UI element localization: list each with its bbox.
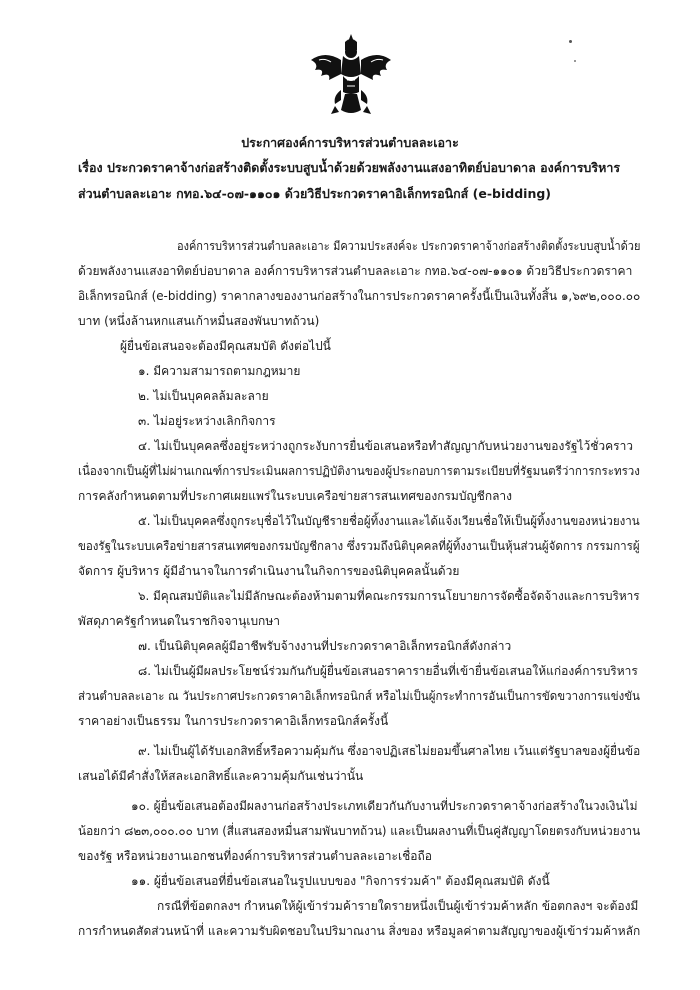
intro-line: อิเล็กทรอนิกส์ (e-bidding) ราคากลางของงานก่อสร้างในการประกวดราคาครั้งนี้เป็นเงินทั้งสิ้น ๑,๖๙๒,๐๐๐.๐๐ <box>78 289 641 303</box>
qualification-item: ของรัฐ หรือหน่วยงานเอกชนที่องค์การบริหารส่วนตำบลละเอาะเชื่อถือ <box>78 849 432 863</box>
qualification-item: ๓. ไม่อยู่ระหว่างเลิกกิจการ <box>138 414 276 428</box>
qualification-item: ๘. ไม่เป็นผู้มีผลประโยชน์ร่วมกันกับผู้ยื่นข้อเสนอราคารายอื่นที่เข้ายื่นข้อเสนอให้แก่องค์การบริหาร <box>138 664 638 678</box>
joint-venture-clause: การกำหนดสัดส่วนหน้าที่ และความรับผิดชอบในปริมาณงาน สิ่งของ หรือมูลค่าตามสัญญาของผู้เข้าร่วมค้าหลัก <box>78 924 641 938</box>
qualification-item: ๑. มีความสามารถตามกฎหมาย <box>138 364 301 378</box>
qualification-item: ๑๑. ผู้ยื่นข้อเสนอที่ยื่นข้อเสนอในรูปแบบของ "กิจการร่วมค้า" ต้องมีคุณสมบัติ ดังนี้ <box>131 874 550 888</box>
qualification-item: ราคาอย่างเป็นธรรม ในการประกวดราคาอิเล็กทรอนิกส์ครั้งนี้ <box>78 714 389 728</box>
qualification-item: เนื่องจากเป็นผู้ที่ไม่ผ่านเกณฑ์การประเมินผลการปฏิบัติงานของผู้ประกอบการตามระเบียบที่รัฐมนตรีว่าการกระทรวง <box>78 464 640 478</box>
announcement-subject <box>78 155 640 207</box>
qualification-item: ๖. มีคุณสมบัติและไม่มีลักษณะต้องห้ามตามที่คณะกรรมการนโยบายการจัดซื้อจัดจ้างและการบริหาร <box>138 589 640 603</box>
qualification-item: ๔. ไม่เป็นบุคคลซึ่งอยู่ระหว่างถูกระงับการยื่นข้อเสนอหรือทำสัญญากับหน่วยงานของรัฐไว้ชั่วคราว <box>138 439 634 453</box>
qualification-item: ของรัฐในระบบเครือข่ายสารสนเทศของกรมบัญชีกลาง ซึ่งรวมถึงนิติบุคคลที่ผู้ทิ้งงานเป็นหุ้นส่วนผู้จัดการ กรรมการผู้ <box>78 539 640 553</box>
intro-line: ด้วยพลังงานแสงอาทิตย์บ่อบาดาล องค์การบริหารส่วนตำบลละเอาะ กทอ.๖๔-๐๗-๑๑๐๑ ด้วยวิธีประกวดราคา <box>78 264 633 278</box>
intro-line: องค์การบริหารส่วนตำบลละเอาะ มีความประสงค์จะ ประกวดราคาจ้างก่อสร้างติดตั้งระบบสูบน้ำด้วย <box>177 239 641 253</box>
subject-label: เรื่อง <box>78 160 103 175</box>
announcement-title: ประกาศองค์การบริหารส่วนตำบลละเอาะ <box>241 135 459 150</box>
garuda-emblem-icon <box>305 30 397 122</box>
qualification-item: ๕. ไม่เป็นบุคคลซึ่งถูกระบุชื่อไว้ในบัญชีรายชื่อผู้ทิ้งงานและได้แจ้งเวียนชื่อให้เป็นผู้ทิ้งงานของหน่วยงาน <box>138 514 640 528</box>
scan-speck <box>574 60 576 62</box>
intro-line: บาท (หนึ่งล้านหกแสนเก้าหมื่นสองพันบาทถ้วน) <box>78 314 320 328</box>
qualification-item: จัดการ ผู้บริหาร ผู้มีอำนาจในการดำเนินงานในกิจการของนิติบุคคลนั้นด้วย <box>78 564 460 578</box>
scan-speck <box>569 40 572 43</box>
qualification-item: ๗. เป็นนิติบุคคลผู้มีอาชีพรับจ้างงานที่ประกวดราคาอิเล็กทรอนิกส์ดังกล่าว <box>138 639 512 653</box>
qualification-item: ๒. ไม่เป็นบุคคลล้มละลาย <box>138 389 269 403</box>
qualification-item: ส่วนตำบลละเอาะ ณ วันประกาศประกวดราคาอิเล็กทรอนิกส์ หรือไม่เป็นผู้กระทำการอันเป็นการขัดขวางการแข่งขัน <box>78 689 640 703</box>
subject-text: ประกวดราคาจ้างก่อสร้างติดตั้งระบบสูบน้ำด้วยด้วยพลังงานแสงอาทิตย์บ่อบาดาล องค์การบริหารส่วนตำบลละเอาะ กทอ.๖๔-๐๗-๑๑๐๑ ด้วยวิธีประกวดราคาอิเล็กทรอนิกส์ (e-bidding) <box>78 160 621 201</box>
qualification-item: พัสดุภาครัฐกำหนดในราชกิจจานุเบกษา <box>78 614 280 628</box>
qualification-item: เสนอได้มีคำสั่งให้สละเอกสิทธิ์และความคุ้มกันเช่นว่านั้น <box>78 769 364 783</box>
joint-venture-clause: กรณีที่ข้อตกลงฯ กำหนดให้ผู้เข้าร่วมค้ารายใดรายหนึ่งเป็นผู้เข้าร่วมค้าหลัก ข้อตกลงฯ จะต้องมี <box>157 899 639 913</box>
qualification-item: ๑๐. ผู้ยื่นข้อเสนอต้องมีผลงานก่อสร้างประเภทเดียวกันกับงานที่ประกวดราคาจ้างก่อสร้างในวงเงินไม่ <box>131 799 638 813</box>
qualification-heading: ผู้ยื่นข้อเสนอจะต้องมีคุณสมบัติ ดังต่อไปนี้ <box>120 339 331 353</box>
qualification-item: การคลังกำหนดตามที่ประกาศเผยแพร่ในระบบเครือข่ายสารสนเทศของกรมบัญชีกลาง <box>78 489 513 503</box>
qualification-item: ๙. ไม่เป็นผู้ได้รับเอกสิทธิ์หรือความคุ้มกัน ซึ่งอาจปฏิเสธไม่ยอมขึ้นศาลไทย เว้นแต่รัฐบาลของผู้ยื่นข้อ <box>138 744 641 758</box>
qualification-item: น้อยกว่า ๘๒๓,๐๐๐.๐๐ บาท (สี่แสนสองหมื่นสามพันบาทถ้วน) และเป็นผลงานที่เป็นคู่สัญญาโดยตรงกับหน่วยงาน <box>78 824 641 838</box>
